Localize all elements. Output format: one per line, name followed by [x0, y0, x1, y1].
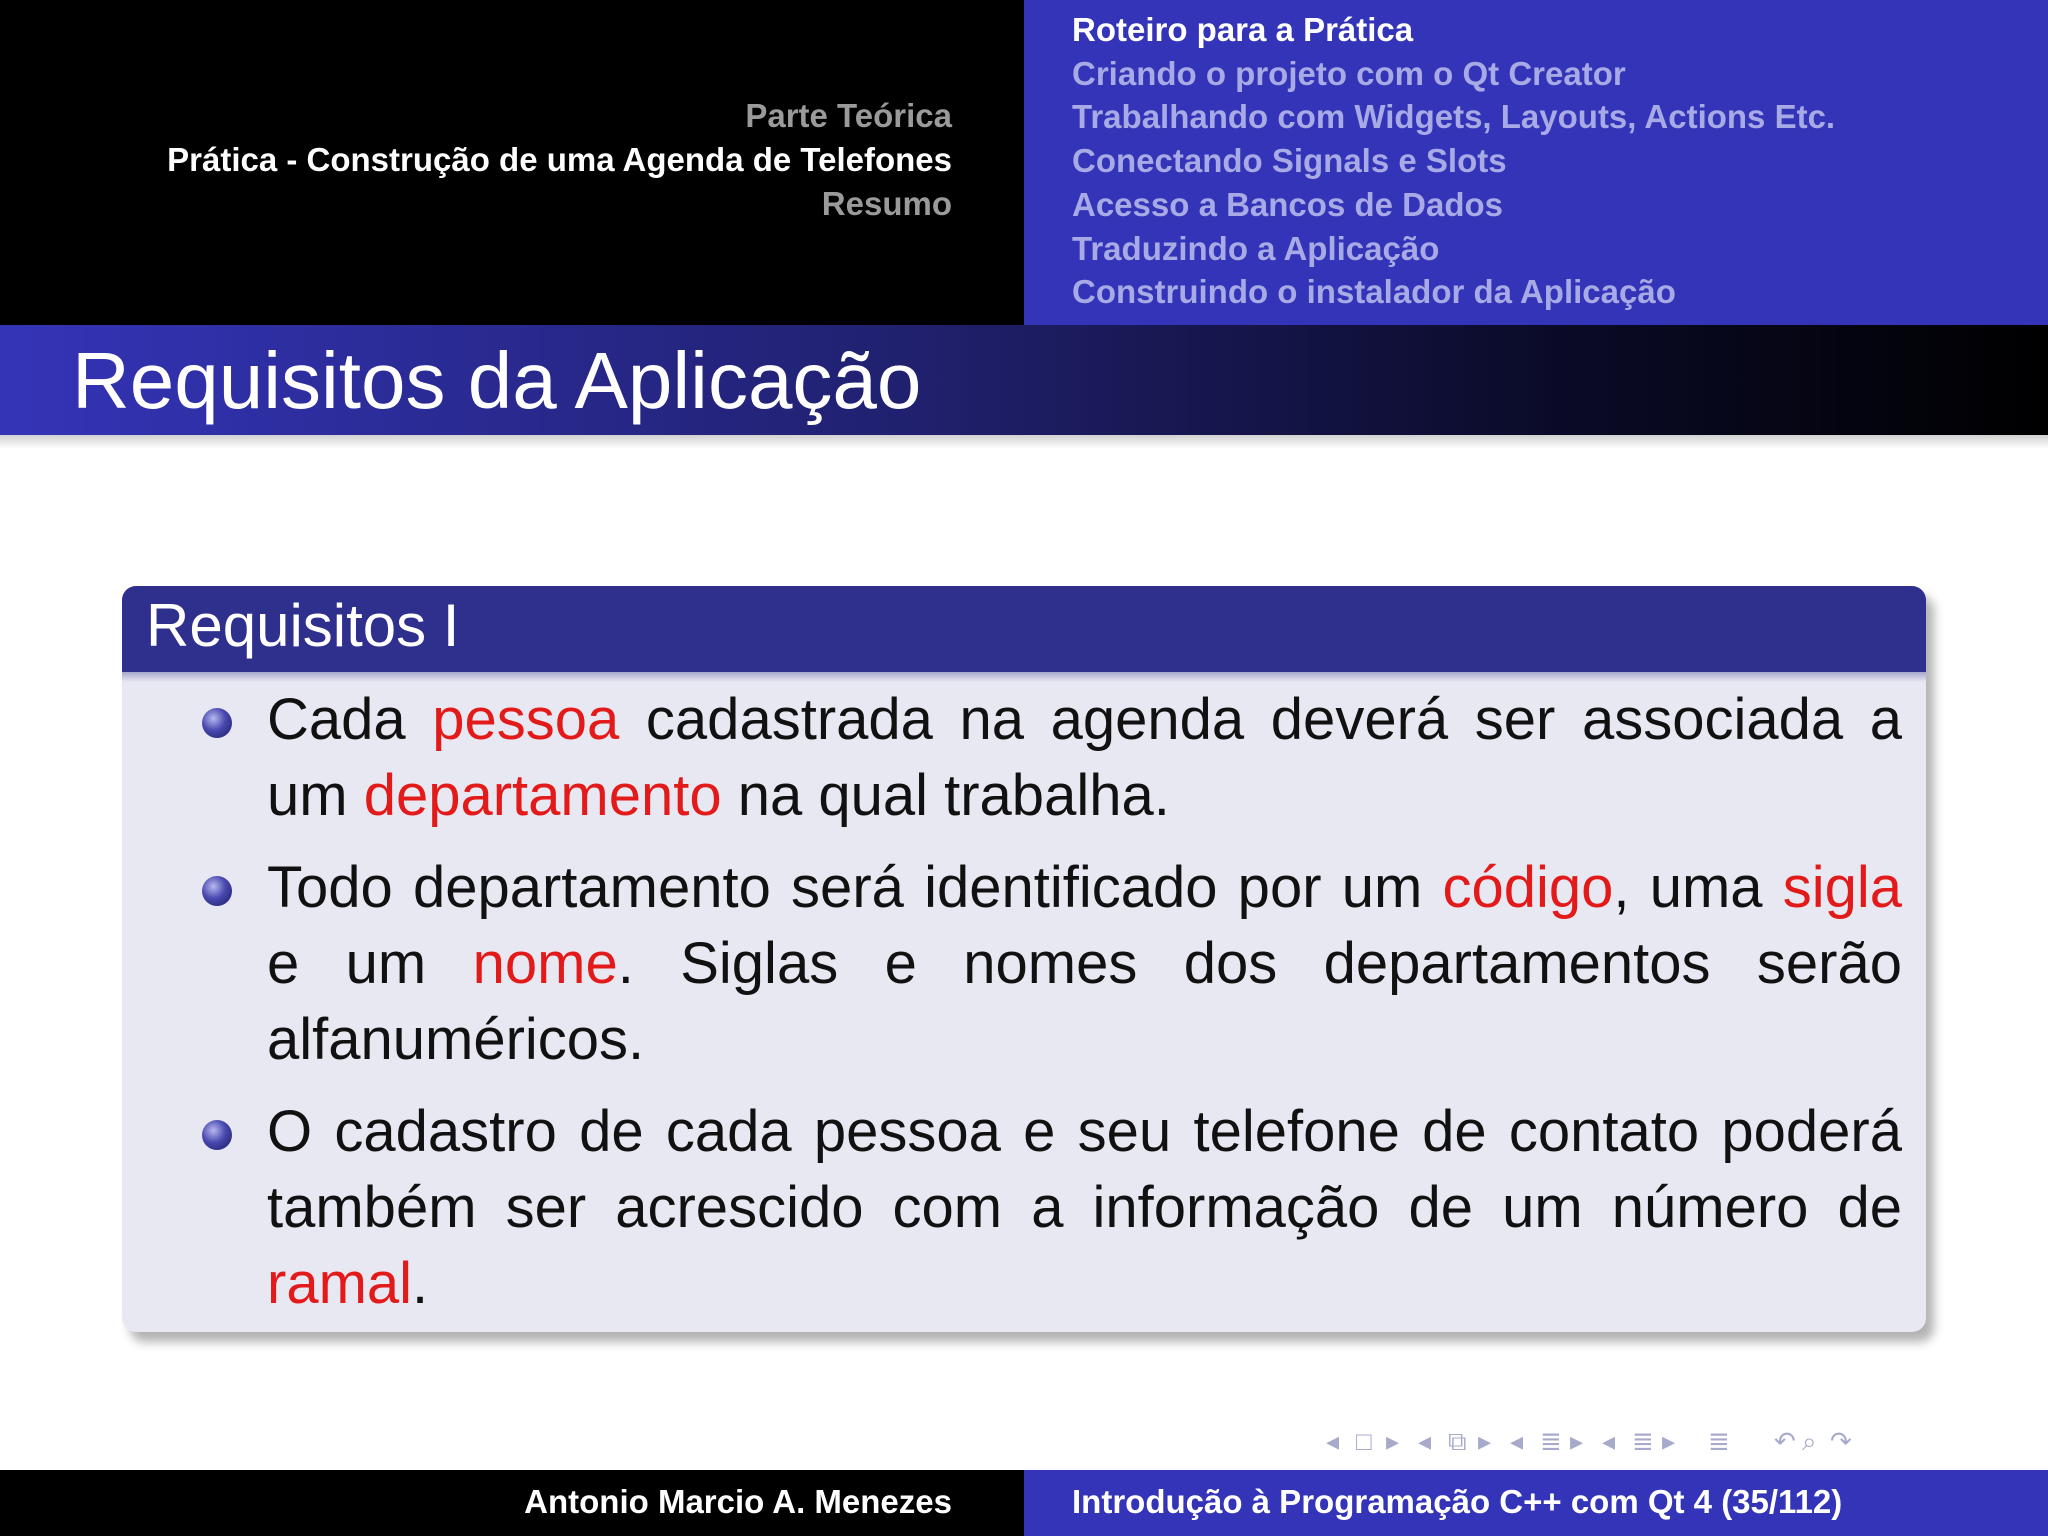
subsection-list	[1072, 8, 1835, 314]
highlight-term: código	[1442, 855, 1614, 920]
highlight-term: nome	[472, 931, 618, 996]
requirements-list	[122, 682, 1926, 1322]
frame-title-bar	[0, 325, 2048, 435]
block-title: Requisitos I	[122, 586, 1926, 672]
nav-back-icon[interactable]: ↶	[1774, 1426, 1796, 1456]
nav-frame-icon[interactable]: □	[1356, 1426, 1372, 1456]
nav-part-icon[interactable]: ≣	[1632, 1426, 1654, 1456]
nav-prev-part-icon[interactable]: ◂	[1602, 1426, 1616, 1456]
nav-next-section-icon[interactable]: ▸	[1570, 1426, 1584, 1456]
header-sections-panel	[0, 0, 1024, 325]
nav-subsection-icon[interactable]: ⧉	[1448, 1426, 1467, 1456]
navigation-symbols	[1326, 1424, 2030, 1458]
list-item	[267, 1094, 1902, 1322]
item-text: e um	[267, 931, 473, 996]
nav-next-subsection-icon[interactable]: ▸	[1478, 1426, 1492, 1456]
footer-left	[0, 1470, 1024, 1536]
item-text: Cada	[267, 687, 433, 752]
subsection-link-roteiro[interactable]: Roteiro para a Prática	[1072, 11, 1414, 48]
section-link-pratica[interactable]: Prática - Construção de uma Agenda de Telefones	[167, 141, 952, 178]
block-title-shadow	[122, 672, 1926, 682]
section-link-resumo[interactable]: Resumo	[821, 185, 952, 222]
bullet-icon	[202, 876, 232, 906]
item-text: cadastrada na agenda deverá ser associada a um	[267, 687, 1902, 828]
nav-forward-icon[interactable]: ↷	[1830, 1426, 1852, 1456]
item-text: , uma	[1613, 855, 1783, 920]
highlight-term: departamento	[363, 763, 722, 828]
highlight-term: sigla	[1782, 855, 1903, 920]
nav-search-icon[interactable]: ⌕	[1802, 1426, 1817, 1456]
subsection-link-bancos-dados[interactable]: Acesso a Bancos de Dados	[1072, 185, 1503, 223]
highlight-term: pessoa	[432, 687, 620, 752]
nav-document-icon[interactable]: ≣	[1708, 1426, 1730, 1456]
section-list	[167, 94, 952, 226]
highlight-term: ramal	[267, 1251, 413, 1316]
header-subsections-panel	[1024, 0, 2048, 325]
subsection-link-signals-slots[interactable]: Conectando Signals e Slots	[1072, 142, 1507, 180]
section-link-parte-teorica[interactable]: Parte Teórica	[745, 97, 952, 134]
item-text: na qual trabalha.	[721, 763, 1170, 828]
nav-prev-frame-icon[interactable]: ◂	[1326, 1426, 1340, 1456]
footer-author: Antonio Marcio A. Menezes	[524, 1483, 952, 1520]
footer-right	[1024, 1470, 2048, 1536]
nav-section-icon[interactable]: ≣	[1540, 1426, 1562, 1456]
bullet-icon	[202, 708, 232, 738]
subsection-link-criando-projeto[interactable]: Criando o projeto com o Qt Creator	[1072, 54, 1626, 92]
subsection-link-traduzindo[interactable]: Traduzindo a Aplicação	[1072, 229, 1440, 267]
title-shadow	[0, 435, 2048, 449]
item-text: .	[412, 1251, 429, 1316]
requirements-block	[122, 586, 1926, 1332]
footer-title: Introdução à Programação C++ com Qt 4 (35/112)	[1072, 1483, 1843, 1520]
item-text: . Siglas e nomes dos departamentos serão alfanuméricos.	[267, 931, 1903, 1072]
nav-prev-section-icon[interactable]: ◂	[1510, 1426, 1524, 1456]
item-text: Todo departamento será identificado por um	[267, 855, 1443, 920]
nav-next-part-icon[interactable]: ▸	[1662, 1426, 1676, 1456]
nav-next-frame-icon[interactable]: ▸	[1386, 1426, 1400, 1456]
subsection-link-widgets[interactable]: Trabalhando com Widgets, Layouts, Actions Etc.	[1072, 98, 1836, 136]
page-title: Requisitos da Aplicação	[72, 336, 922, 425]
item-text: O cadastro de cada pessoa e seu telefone de contato poderá também ser acrescido com a informação de um número de	[267, 1099, 1902, 1240]
subsection-link-instalador[interactable]: Construindo o instalador da Aplicação	[1072, 273, 1676, 311]
list-item	[267, 682, 1902, 834]
nav-prev-subsection-icon[interactable]: ◂	[1418, 1426, 1432, 1456]
bullet-icon	[202, 1120, 232, 1150]
list-item	[267, 850, 1902, 1078]
